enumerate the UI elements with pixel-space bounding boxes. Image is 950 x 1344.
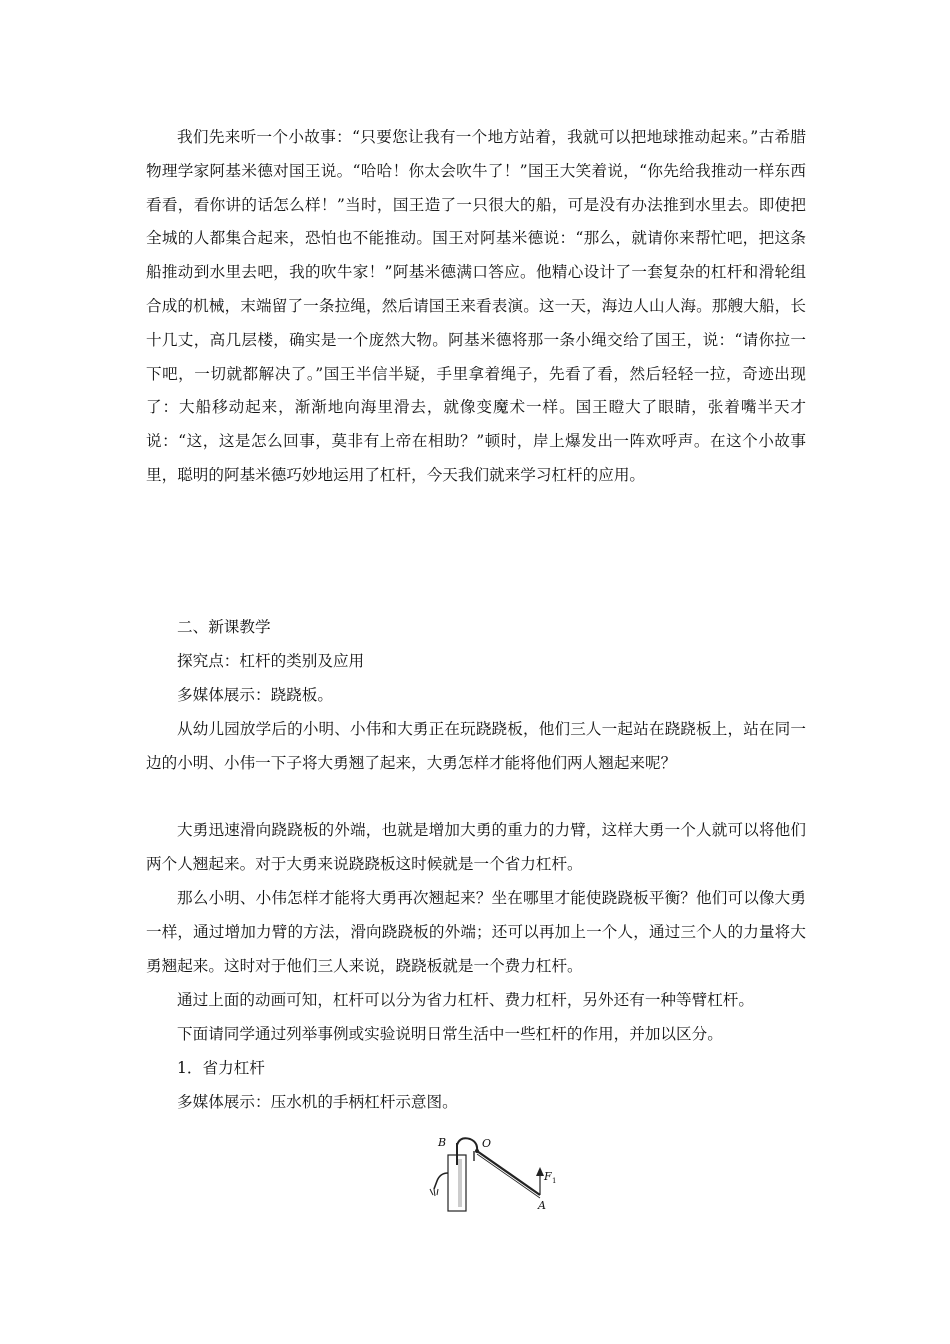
pump-cylinder-shade <box>458 1159 462 1207</box>
para-seesaw-3: 那么小明、小伟怎样才能将大勇再次翘起来？坐在哪里才能使跷跷板平衡？他们可以像大勇一样，通过增加力臂的方法，滑向跷跷板的外端；还可以再加上一个人，通过三个人的力量将大勇翘起来。这时对于他们三人来说，跷跷板就是一个费力杠杆。 <box>146 889 806 975</box>
explore-point: 探究点：杠杆的类别及应用 <box>177 652 365 670</box>
media-pump: 多媒体展示：压水机的手柄杠杆示意图。 <box>177 1093 458 1111</box>
handle-bar <box>477 1151 540 1195</box>
section-heading: 二、新课教学 <box>177 618 271 636</box>
pump-lever-diagram <box>420 1133 560 1213</box>
label-f: F <box>544 1170 552 1183</box>
para-classify: 通过上面的动画可知，杠杆可以分为省力杠杆、费力杠杆，另外还有一种等臂杠杆。 <box>177 991 754 1009</box>
label-b: B <box>438 1136 447 1149</box>
intro-story-paragraph: 我们先来听一个小故事：“只要您让我有一个地方站着，我就可以把地球推动起来。”古希腊物理学家阿基米德对国王说。“哈哈！你太会吹牛了！”国王大笑着说，“你先给我推动一样东西看看，看你讲的话怎么样！”当时，国王造了一只很大的船，可是没有办法推到水里去。即使把全城的人都集合起来，恐怕也不能推动。国王对阿基米德说：“那么，就请你来帮忙吧，把这条船推动到水里去吧，我的吹牛家！”阿基米德满口答应。他精心设计了一套复杂的杠杆和滑轮组合成的机械，末端留了一条拉绳，然后请国王来看表演。这一天，海边人山人海。那艘大船，长十几丈，高几层楼，确实是一个庞然大物。阿基米德将那一条小绳交给了国王，说：“请你拉一下吧，一切就都解决了。”国王半信半疑，手里拿着绳子，先看了看，然后轻轻一拉，奇迹出现了：大船移动起来，渐渐地向海里滑去，就像变魔术一样。国王瞪大了眼睛，张着嘴半天才说：“这，这是怎么回事，莫非有上帝在相助？”顿时，岸上爆发出一阵欢呼声。在这个小故事里，聪明的阿基米德巧妙地运用了杠杆，今天我们就来学习杠杆的应用。 <box>146 128 806 484</box>
water-stream <box>430 1189 438 1196</box>
para-seesaw-2: 大勇迅速滑向跷跷板的外端，也就是增加大勇的重力的力臂，这样大勇一个人就可以将他们两个人翘起来。对于大勇来说跷跷板这时候就是一个省力杠杆。 <box>146 821 806 873</box>
pump-lever-figure <box>420 1133 560 1213</box>
pump-spout <box>434 1173 448 1189</box>
label-f-subscript: 1 <box>552 1177 557 1185</box>
label-o: O <box>482 1137 492 1150</box>
force-arrow-head <box>536 1167 544 1176</box>
item-lever-saving: 1．省力杠杆 <box>177 1059 265 1077</box>
handle-arch <box>457 1138 477 1151</box>
para-examples: 下面请同学通过列举事例或实验说明日常生活中一些杠杆的作用，并加以区分。 <box>177 1025 723 1043</box>
label-a: A <box>538 1199 546 1212</box>
para-seesaw-1: 从幼儿园放学后的小明、小伟和大勇正在玩跷跷板，他们三人一起站在跷跷板上，站在同一边的小明、小伟一下子将大勇翘了起来，大勇怎样才能将他们两人翘起来呢？ <box>146 720 806 772</box>
handle-bar-edge <box>477 1154 540 1198</box>
media-seesaw: 多媒体展示：跷跷板。 <box>177 686 333 704</box>
